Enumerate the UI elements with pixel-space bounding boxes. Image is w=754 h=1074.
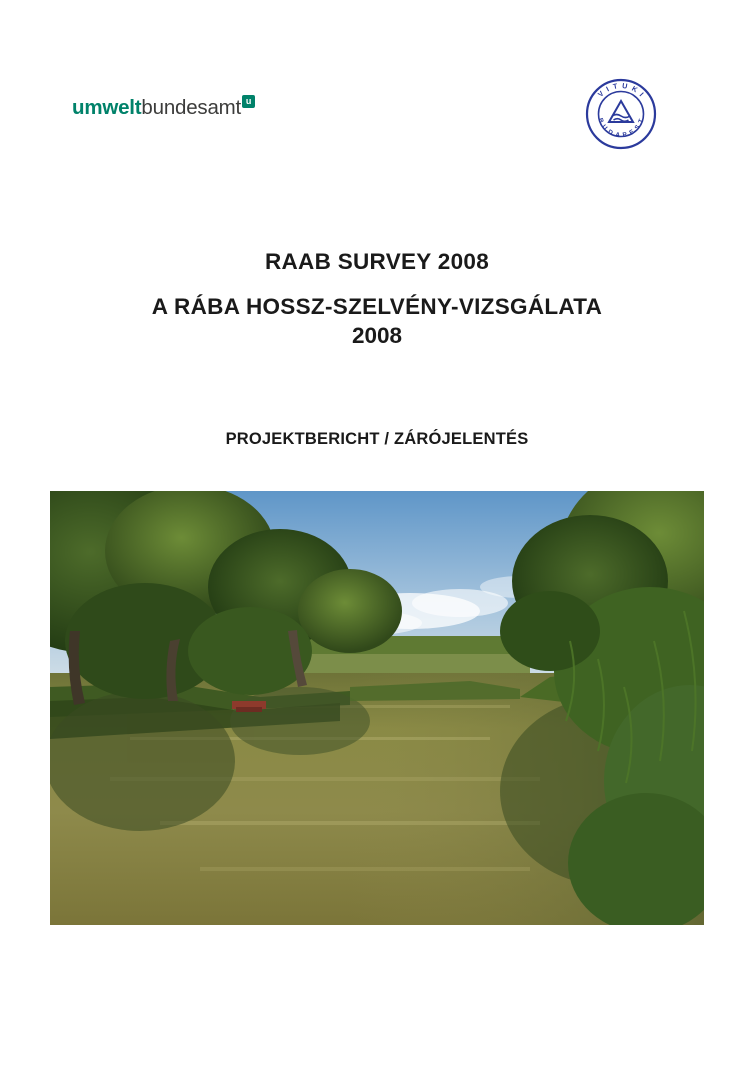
umweltbundesamt-logo-superscript: u (242, 95, 255, 108)
page-title (0, 248, 754, 350)
document-subtitle: PROJEKTBERICHT / ZÁRÓJELENTÉS (225, 430, 529, 448)
title-year: 2008 (351, 322, 403, 348)
umweltbundesamt-logo (72, 98, 255, 119)
umweltbundesamt-logo-bold-text: umwelt (72, 96, 142, 119)
svg-text:V I T U K I: V I T U K I (595, 80, 647, 99)
river-raab-cover-photo (50, 491, 704, 925)
title-hungarian: A RÁBA HOSSZ-SZELVÉNY-VIZSGÁLATA (151, 293, 603, 319)
umweltbundesamt-logo-light-text: bundesamt (141, 96, 242, 119)
svg-text:B U D A P E S T: B U D A P E S T (596, 117, 646, 140)
title-english: RAAB SURVEY 2008 (264, 249, 490, 274)
logo-row (0, 70, 754, 160)
vituki-budapest-logo (585, 78, 657, 150)
